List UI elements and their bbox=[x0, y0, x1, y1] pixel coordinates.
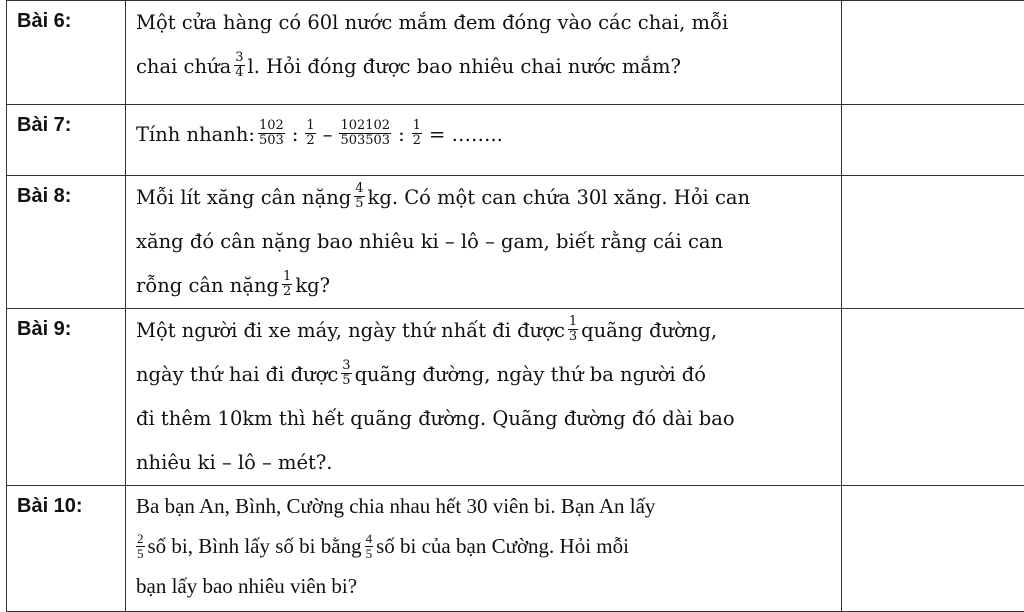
text-fragment: chai chứa bbox=[136, 55, 231, 78]
answer-cell bbox=[842, 1, 1024, 105]
content-cell bbox=[126, 309, 842, 486]
fraction bbox=[568, 315, 578, 344]
denominator: 2 bbox=[305, 134, 315, 148]
answer-cell bbox=[842, 309, 1024, 486]
problem-text bbox=[126, 176, 841, 308]
fraction bbox=[412, 119, 422, 148]
text-fragment: kg. Có một can chứa 30l xăng. Hỏi can bbox=[368, 186, 751, 209]
text-line bbox=[136, 353, 835, 397]
numerator: 1 bbox=[568, 315, 578, 330]
fraction bbox=[354, 182, 364, 211]
text-fragment: l. Hỏi đóng được bao nhiêu chai nước mắm? bbox=[248, 55, 681, 78]
numerator: 1 bbox=[305, 119, 315, 134]
denominator: 3 bbox=[568, 330, 578, 344]
problem-row-10 bbox=[7, 486, 1024, 612]
operator: : bbox=[292, 123, 299, 146]
text-line bbox=[136, 264, 835, 308]
text-fragment: rỗng cân nặng bbox=[136, 274, 279, 297]
problem-row-9 bbox=[7, 309, 1024, 486]
content-cell bbox=[126, 105, 842, 176]
fraction bbox=[234, 51, 244, 80]
denominator: 2 bbox=[412, 134, 422, 148]
text-line bbox=[136, 45, 835, 89]
problem-text bbox=[126, 486, 841, 606]
label-cell bbox=[7, 105, 126, 176]
text-line: đi thêm 10km thì hết quãng đường. Quãng đường đó dài bao bbox=[136, 397, 835, 441]
text-fragment: Một người đi xe máy, ngày thứ nhất đi được bbox=[136, 319, 565, 342]
fraction bbox=[258, 119, 285, 148]
problem-label: Bài 8: bbox=[7, 176, 125, 208]
problem-label: Bài 7: bbox=[7, 105, 125, 137]
text-line: bạn lấy bao nhiêu viên bi? bbox=[136, 566, 835, 606]
operator: – bbox=[323, 123, 333, 146]
denominator: 503 bbox=[258, 134, 285, 148]
numerator: 102 bbox=[258, 119, 285, 134]
answer-cell bbox=[842, 486, 1024, 612]
answer-cell bbox=[842, 176, 1024, 309]
numerator: 2 bbox=[136, 532, 145, 547]
answer-cell bbox=[842, 105, 1024, 176]
problem-text bbox=[126, 309, 841, 485]
fraction bbox=[339, 119, 391, 148]
denominator: 5 bbox=[136, 547, 145, 561]
equals-blank: = …….. bbox=[429, 123, 503, 146]
numerator: 3 bbox=[234, 51, 244, 66]
content-cell bbox=[126, 486, 842, 612]
denominator: 4 bbox=[234, 66, 244, 80]
text-line bbox=[136, 309, 835, 353]
text-fragment: ngày thứ hai đi được bbox=[136, 363, 338, 386]
denominator: 5 bbox=[365, 547, 374, 561]
label-cell bbox=[7, 176, 126, 309]
operator: : bbox=[398, 123, 405, 146]
text-fragment: quãng đường, bbox=[581, 319, 717, 342]
problem-label: Bài 10: bbox=[7, 486, 125, 518]
problem-table bbox=[6, 0, 1024, 612]
denominator: 5 bbox=[341, 374, 351, 388]
label-cell bbox=[7, 486, 126, 612]
numerator: 3 bbox=[341, 359, 351, 374]
text-line: Một cửa hàng có 60l nước mắm đem đóng vào các chai, mỗi bbox=[136, 1, 835, 45]
fraction bbox=[341, 359, 351, 388]
problem-row-8 bbox=[7, 176, 1024, 309]
text-fragment: Mỗi lít xăng cân nặng bbox=[136, 186, 351, 209]
denominator: 2 bbox=[282, 285, 292, 299]
content-cell bbox=[126, 1, 842, 105]
problem-label: Bài 6: bbox=[7, 1, 125, 33]
text-fragment: kg? bbox=[295, 274, 330, 297]
content-cell bbox=[126, 176, 842, 309]
text-fragment: số bi của bạn Cường. Hỏi mỗi bbox=[376, 534, 629, 558]
text-line bbox=[136, 526, 835, 566]
fraction bbox=[136, 532, 145, 561]
text-line: xăng đó cân nặng bao nhiêu ki – lô – gam, biết rằng cái can bbox=[136, 220, 835, 264]
text-fragment: quãng đường, ngày thứ ba người đó bbox=[355, 363, 706, 386]
denominator: 503503 bbox=[339, 134, 391, 148]
label-cell bbox=[7, 309, 126, 486]
numerator: 102102 bbox=[339, 119, 391, 134]
text-line bbox=[136, 176, 835, 220]
fraction bbox=[305, 119, 315, 148]
text-fragment: Tính nhanh: bbox=[136, 123, 255, 146]
fraction bbox=[282, 270, 292, 299]
numerator: 4 bbox=[365, 532, 374, 547]
problem-text bbox=[126, 1, 841, 89]
denominator: 5 bbox=[354, 197, 364, 211]
text-line: nhiêu ki – lô – mét?. bbox=[136, 441, 835, 485]
fraction bbox=[365, 532, 374, 561]
problem-text bbox=[126, 105, 841, 157]
numerator: 4 bbox=[354, 182, 364, 197]
problem-row-7 bbox=[7, 105, 1024, 176]
problem-row-6 bbox=[7, 1, 1024, 105]
text-fragment: số bi, Bình lấy số bi bằng bbox=[148, 534, 362, 558]
numerator: 1 bbox=[282, 270, 292, 285]
problem-label: Bài 9: bbox=[7, 309, 125, 341]
text-line: Ba bạn An, Bình, Cường chia nhau hết 30 viên bi. Bạn An lấy bbox=[136, 486, 835, 526]
label-cell bbox=[7, 1, 126, 105]
text-line bbox=[136, 113, 835, 157]
numerator: 1 bbox=[412, 119, 422, 134]
